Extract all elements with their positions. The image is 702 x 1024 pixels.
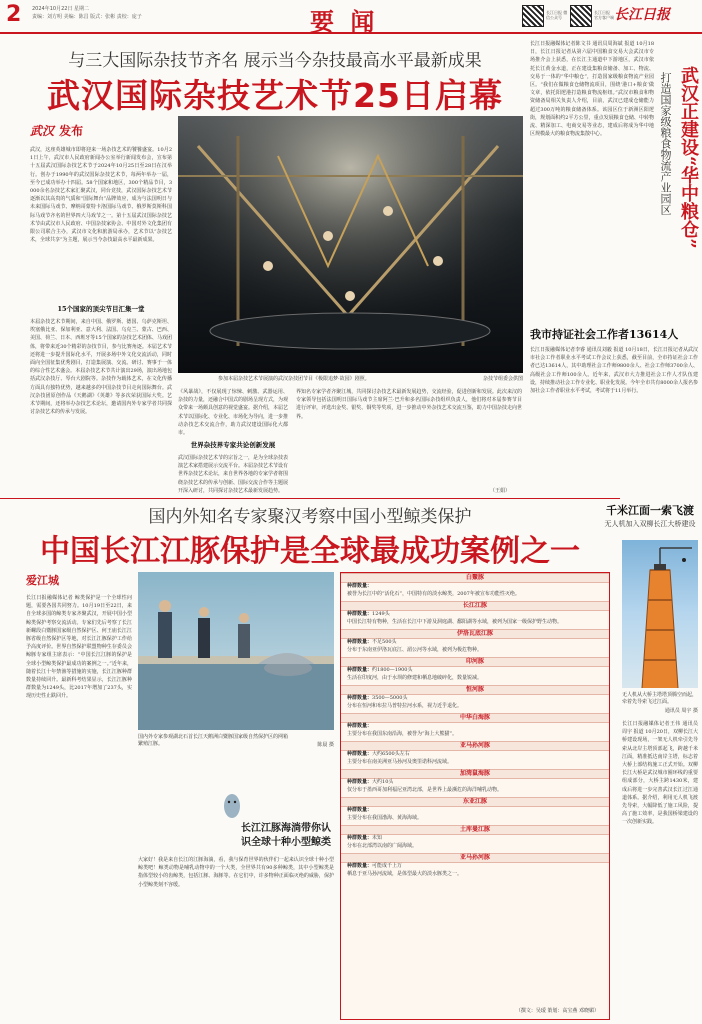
species-entry [341,685,609,710]
story3-title: 千米江面一索飞渡 [606,504,694,517]
species-count: 1249头 [372,611,390,617]
story4-headline: 中国长江江豚保护是全球最成功案例之一 [40,534,580,569]
stage-scene-icon [178,116,523,373]
date-line: 2024年10月22日 星期二 [32,6,90,12]
species-entry [341,629,609,654]
story1-body-3: 武汉国际杂技艺术节的宗旨之一，是为全球杂技表演艺术家搭建展示交流平台。本届杂技艺术节设有世界杂技艺术论坛，来自世界各地的专家学者将围绕杂技艺术的传承与创新、国际交流合作等主题展开深入研讨，共同探讨杂技艺术最新发展趋势。 [178,455,288,494]
species-desc: 中国长江特有物种，生活在长江中下游及洞庭湖、鄱阳湖等水域，被列为国家一级保护野生动物。 [347,618,563,625]
bridge-tower-icon [622,540,698,688]
species-count: 约1800—1900头 [372,667,413,673]
story4-inset-title: 长江江豚海淌带你认识全球十种小型鲸类 [241,823,331,848]
species-name: 亚马孙河豚 [341,853,609,863]
species-name: 伊洛瓦底江豚 [341,629,609,639]
species-desc: 仅分布于墨西哥加利福尼亚湾北部，是世界上最濒危的海洋哺乳动物。 [347,786,503,793]
logo-brand: 武汉 [30,124,55,138]
story1-kicker: 与三大国际杂技节齐名 展示当今杂技最高水平最新成果 [68,51,482,71]
species-name: 长江江豚 [341,601,609,611]
section-name: 要 闻 [310,7,379,36]
species-entry [341,713,609,738]
species-entry [341,797,609,822]
species-count-line [341,583,609,591]
species-count-label: 种群数量： [347,863,373,869]
species-count-line [341,807,609,815]
story3-photo-caption: 无人机从大桥主塔塔顶腾空而起，牵着先导索飞过江面。 [622,692,698,705]
story4-body: 长江日报融媒体记者 鲸类保护是一个全球性问题，需要各国共同努力。10月19日至22日，来自全球多国的鲸类专家齐聚武汉，开展中国小型鲸类保护考察交流活动。专家们先后考察了长江新螺段白鱀豚国家级自然保护区、何王庙长江江豚省级自然保护区等地，对长江江豚保护工作给予高度评价。世界自然保护联盟物种生存委员会鲸豚专家组主席表示：“中国长江江豚的保护是全球小型鲸类保护最成功的案例之一。”近年来，随着长江十年禁渔等措施的实施，长江江豚种群数量持续回升。最新科考结果显示，长江江豚种群数量为1249头，比2017年增加了237头，实现历史性止跌回升。 [26,595,132,700]
species-entry [341,741,609,766]
section-divider [0,498,620,499]
species-count-label: 种群数量： [347,779,373,785]
species-count: 可能成千上万 [372,863,403,869]
species-name: 东亚江豚 [341,797,609,807]
love-jiangcheng-logo: 爱江城 [26,574,59,587]
species-box [340,572,610,1020]
story1-headline: 武汉国际杂技艺术节25日启幕 [47,76,503,115]
species-count-label: 种群数量： [347,723,373,729]
species-count-line [341,835,609,843]
species-desc: 分布在恒河和布拉马普特拉河水系，视力近乎退化。 [347,702,463,709]
species-name: 加湾鼠海豚 [341,769,609,779]
species-name: 中华白海豚 [341,713,609,723]
species-name: 恒河豚 [341,685,609,695]
story2-body: 长江日报融媒体记者李睿 通讯员刘毅 报道 10月18日，长江日报记者从武汉市社会工作者职业水平考试工作会议上获悉，截至目前，全市持证社会工作者已达13614人，其中助理社会工作师9800余人、社会工作师3700余人、高级社会工作师100余人。近年来，武汉市大力推进社会工作人才队伍建设，持续推动社会工作专业化、职业化发展。今年全市共有8000余人报名参加社会工作者职业水平考试，考试将于11月举行。 [530,347,698,395]
species-name: 亚马孙河豚 [341,741,609,751]
species-count-label: 种群数量： [347,835,373,841]
logo-action: 发布 [59,124,84,138]
species-list [341,573,609,878]
species-count-line [341,639,609,647]
story2-title: 我市持证社会工作者13614人 [530,328,679,341]
species-entry [341,601,609,626]
story3-body: 长江日报融媒体记者王伟 通讯员 周宇 报道 10月20日，双柳长江大桥建设现场，一架无人机牵引先导索从北岸主塔顶部起飞，跨越千米江面，精准抵达南岸主塔，标志着大桥上部结构施工正式开始。双柳长江大桥是武汉城市圈环线的重要组成部分，大桥主跨1430米，建成后将进一步完善武汉长江过江通道体系。据介绍，利用无人机飞渡先导索，大幅降低了施工风险，提高了施工效率，是我国桥梁建设的一次创新实践。 [622,721,698,826]
species-name: 土库曼江豚 [341,825,609,835]
story1-body-1: 本届杂技艺术节期间，来自中国、俄罗斯、德国、乌萨克斯坦、埃塞俄比亚、保加利亚、意大利、法国、乌克兰、蒙古、巴西、美国、荷兰、日本、西班牙等15个国家的杂技艺术团体、马戏团体，将带来近30个精彩的杂技节目，参与比赛角逐。本届艺术节还将进一步提升国际化水平，开展多场中外文化交流活动，同时面向全国征集优秀剧目，打造集展演、交流、研讨、赛事于一体的综合性艺术盛会。本届杂技艺术节共计演出29场，演出场地包括武汉杂技厅、琴台大剧院等。杂技作为载体艺术，在文化传播方面具有独特优势，越来越多的中国杂技节目走向国际舞台。武汉杂技团原创作品《天鹅湖》《英雄》等多次荣获国际大奖。艺术节期间，还将举办杂技艺术论坛，邀请国内外专家学者共同探讨杂技艺术的传承与发展。 [30,319,172,416]
page-number: 2 [6,2,22,27]
species-count-label: 种群数量： [347,583,373,589]
species-count-label: 种群数量： [347,639,373,645]
porpoise-pool-icon [138,572,334,730]
species-count-line [341,611,609,619]
species-desc: 生活在印度河，由于水坝的修建和栖息地破碎化，数量锐减。 [347,674,483,681]
bridge-photo [622,540,698,688]
species-count: 不足500头 [372,639,397,645]
qr-code-icon [522,5,544,27]
porpoise-photo [138,572,334,730]
story3-photo-credit: 通讯员 周宇 摄 [664,708,698,714]
species-desc: 主要分布在我国渤海、黄海海域。 [347,814,423,821]
story1-photo-credit: 杂技节组委会供图 [482,376,523,382]
species-count: 未知 [372,835,383,841]
masthead-logo: 长江日报 [614,7,670,23]
sidebar-body: 长江日报融媒体记者陈文书 通讯员周海斌 报道 10月18日，长江日报记者从第六届中国粮食交易大会武汉市专场推介会上获悉，在长江主通道中下游地区，武汉市依托长江黄金水道，正在建设集粮食储备、加工、物流、交易于一体的“华中粮仓”，打造国家级粮食物流产业园区。“我们在做粮食仓储物流项目，围绕‘港口+粮食’做文章，依托阳逻港打造粮食物流枢纽。”武汉市粮食和物资储备局相关负责人介绍，目前，武汉已建成仓储能力超过300万吨的粮食储备体系。该园区位于新洲区阳逻街，规划面积约2平方公里，重点发展粮食仓储、中转物流、精深加工、电商交易等业态，建成后将成为华中地区规模最大的粮食物流集散中心。 [530,41,654,138]
species-count-line [341,667,609,675]
species-entry [341,769,609,794]
story1-subhead-2: 世界杂技界专家共论创新发展 [190,441,276,449]
species-count-line [341,863,609,871]
species-desc: 主要分布在我国东南沿海，被誉为“海上大熊猫”。 [347,730,458,737]
qr-code-icon [570,5,592,27]
species-count-line [341,751,609,759]
species-count-line [341,723,609,731]
story1-author: （王娟） [490,488,511,494]
species-desc: 分布在北部湾以南的广阔海域。 [347,842,418,849]
species-name: 白鱀豚 [341,573,609,583]
sidebar-title: 武汉正建设“华中粮仓” [678,66,699,249]
species-count-label: 种群数量： [347,667,373,673]
story1-photo-caption: 参加本届杂技艺术节展演的武汉杂技团节目《极限追梦·故园》剧照。 [218,376,370,382]
qr-label: 长江日报 微信公众号 [546,10,568,20]
story1-subhead-1: 15个国家的顶尖节目汇集一堂 [57,305,145,313]
story3-subtitle: 无人机加入双柳长江大桥建设 [604,520,696,528]
species-count: 大约6500头左右 [372,751,410,757]
species-desc: 栖息于亚马孙河流域，是体型最大的淡水豚类之一。 [347,870,463,877]
species-count-label: 种群数量： [347,695,373,701]
story4-inset-body: 大家好！我是来自长江的江豚海淌，看，我与保育世界的伙伴们一起来认识全球十种小型鲸类吧！鲸类动物是哺乳动物中的一个大类，全世界共有90多种鲸类，其中小型鲸类是指体型较小的齿鲸类，包括江豚、海豚等。在它们中，许多物种正面临灭绝的威胁，保护小型鲸类刻不容缓。 [138,857,334,888]
acrobatics-photo [178,116,523,373]
sidebar-subtitle: 打造国家级粮食物流产业园区 [659,72,672,215]
porpoise-mascot-icon [222,790,242,820]
species-entry [341,825,609,850]
species-desc: 分布于东南亚伊洛瓦底江、湄公河等水域，被列为极危物种。 [347,646,483,653]
qr-label: 长江日报 官方客户端 [594,10,614,20]
species-desc: 主要分布在南美洲亚马孙河及奥里诺科河流域。 [347,758,453,765]
story1-intro: 武汉，这座英雄城市即将迎来一场杂技艺术的饕餮盛宴。10月21日上午，武汉市人民政府新闻办公室举行新闻发布会，宣布第十五届武汉国际杂技艺术节于2024年10月25日至28日在汉举行。创办于1990年的武汉国际杂技艺术节，每两年举办一届，至今已成功举办十四届。58个国家和地区，300个精品节目，3000余名杂技艺术家汇聚武汉，同台竞技，武汉国际杂技艺术节逐渐以其高贵的气质和“国际舞台”品牌效应，成为与法国明日与未来国际马戏节、摩纳哥蒙特卡洛国际马戏节、俄罗斯莫斯科国际马戏节齐名的世界四大马戏节之一。第十五届武汉国际杂技艺术节由武汉市人民政府、中国杂技家协会、中国对外文化集团有限公司联合主办，武汉市文化和旅游局承办，艺术节以“杂技艺术，全球共享”为主题，展示当今杂技最高水平最新成果。 [30,147,172,244]
species-count-label: 种群数量： [347,611,373,617]
species-desc: 被誉为长江中的“活化石”，中国特有的淡水鲸类，2007年被宣布功能性灭绝。 [347,590,520,597]
story1-body-2: 《风暴战》，不仅展现了惊悚、刺激、武器运用、杂技的力量，还融合中国式的剧场呈现方式，为观众带来一场颇具创意的视觉盛宴。据介绍，本届艺术节以国际化、专业化、市场化为导向，进一步推动杂技艺术交流合作，助力武汉建设国际化大都市。 [178,389,288,437]
species-count-line [341,695,609,703]
species-count: 3500—5000头 [372,695,408,701]
species-entry [341,853,609,878]
species-count-line [341,779,609,787]
story4-photo-credit: 陈晨 摄 [317,742,334,748]
editor-line: 责编：刘方明 美编：陈昌 版式：张彬 责校：庞子 [32,14,142,20]
header-info [32,5,142,21]
species-count-label: 种群数量： [347,807,373,813]
story4-photo-caption: 国内外专家参观湖北石首长江天鹅洲白鱀豚国家级自然保护区的网箱繁殖江豚。 [138,734,289,747]
story4-kicker: 国内外知名专家聚汉考察中国小型鲸类保护 [148,507,472,527]
species-count: 大约10头 [372,779,394,785]
species-box-footer: （撰文：吴瑷 策划：高宝燕 邓晓媚） [515,1008,599,1014]
species-count-label: 种群数量： [347,751,373,757]
story1-body-4: 界知名专家学者齐聚江城，共同探讨杂技艺术最新发展趋势，交流经验，促进创新和发展。此次来汉的专家领导包括法国明日国际马戏节主席阿兰·巴升和多名国际杂技组织负责人，他们将对本届参赛节目进行评审，评选出金奖、银奖、铜奖等奖项，进一步推动中外杂技艺术交流互鉴，助力中国杂技走向世界。 [296,389,522,420]
species-entry [341,573,609,598]
species-name: 印河豚 [341,657,609,667]
species-entry [341,657,609,682]
